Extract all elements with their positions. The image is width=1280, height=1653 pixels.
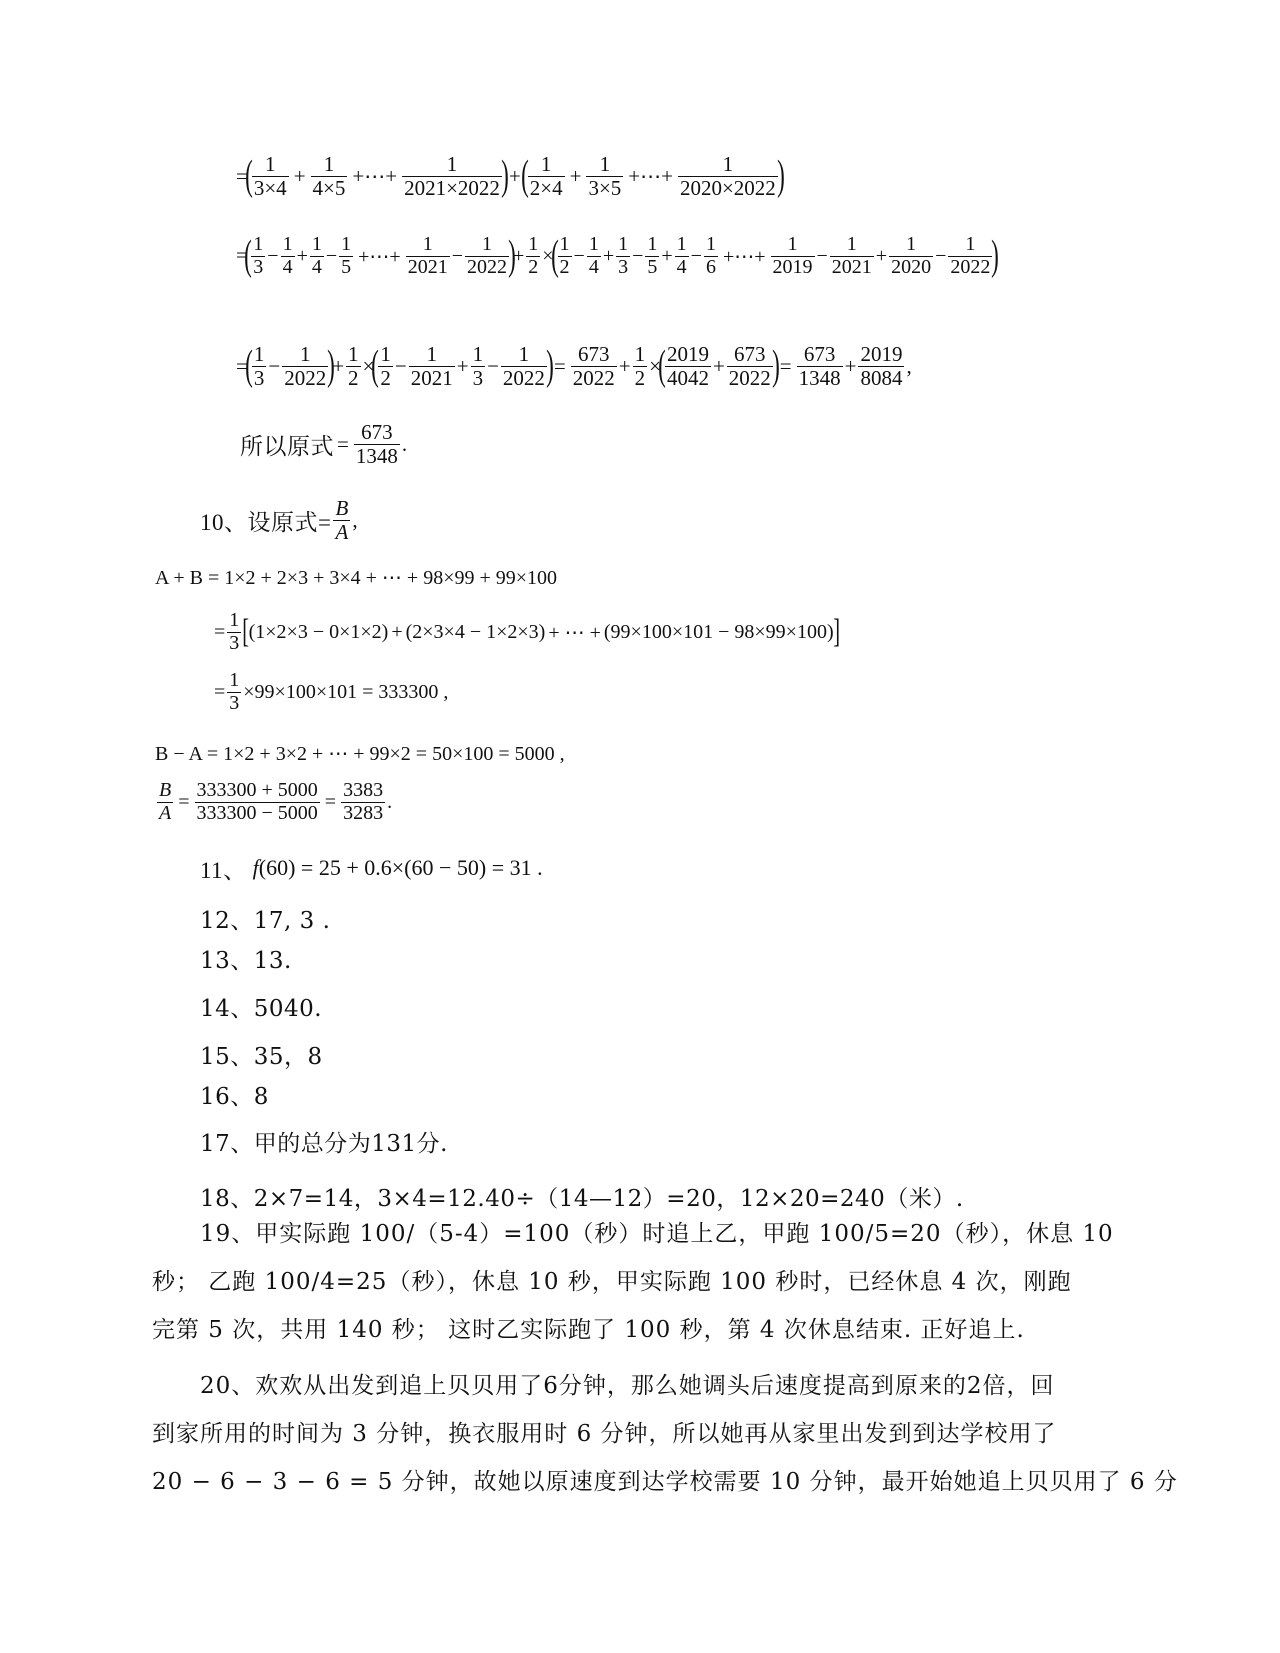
fraction: $\frac{2019}{8084}$ [860, 341, 903, 390]
fraction: $\frac{1}{2}$ [380, 341, 391, 390]
fraction: $\frac{1}{2020\times 2022}$ [679, 151, 776, 200]
fraction: $\frac{1}{4}$ [676, 232, 687, 278]
item-17: 17、甲的总分为131分. [200, 1131, 448, 1157]
fraction: $\frac{1}{4\times 5}$ [312, 151, 346, 200]
conclusion-text: 所以原式 [240, 433, 334, 459]
conclusion-line: 所以原式 = $\frac{673}{1348}$ . [240, 419, 408, 468]
fraction: $\frac{673}{1348}$ [355, 419, 398, 468]
right-paren: ) [501, 153, 509, 199]
item-20 [152, 1362, 1178, 1506]
comma: , [906, 353, 912, 378]
function-symbol: f [252, 855, 259, 880]
period: . [387, 790, 393, 813]
left-paren: ( [658, 343, 666, 389]
fraction: $\frac{1}{2022}$ [466, 232, 507, 278]
item-11 [200, 852, 543, 884]
fraction: $\frac{1}{2022}$ [502, 341, 545, 390]
fraction: $\frac{1}{3}$ [229, 668, 240, 714]
item-10-line-b: = $\frac{1}{3}$ [ (1×2×3 − 0×1×2) + (2×3×4 − 1×2×3) + ⋯ + (99×100×101 − 98×99×100) ] [214, 608, 840, 654]
left-paren: ( [244, 343, 253, 389]
fraction: $\frac{1}{4}$ [311, 232, 322, 278]
item-12: 12、17, 3 . [200, 908, 331, 934]
fraction: $\frac{B}{A}$ [335, 495, 349, 544]
paragraph-line: 到家所用的时间为 3 分钟，换衣服用时 6 分钟，所以她再从家里出发到到达学校用了 [152, 1421, 1057, 1447]
term: (2×3×4 − 1×2×3) [405, 620, 546, 643]
left-bracket: [ [242, 613, 250, 650]
item-19 [152, 1210, 1114, 1354]
item-15: 15、35，8 [200, 1044, 323, 1070]
right-paren: ) [327, 343, 336, 389]
right-paren: ) [776, 153, 785, 199]
fraction: $\frac{1}{6}$ [705, 232, 716, 278]
fraction: $\frac{1}{2019}$ [772, 232, 813, 278]
item-16: 16、8 [200, 1084, 269, 1110]
equals-sign: = [236, 244, 248, 267]
item-13: 13、13. [200, 948, 292, 974]
item-10-heading [200, 492, 358, 548]
product-result: ×99×100×101 = 333300 , [243, 680, 449, 703]
item-18: 18、2×7=14，3×4=12.40÷（14—12）=20，12×20=240（米）. [200, 1186, 964, 1212]
function-evaluation: (60) = 25 + 0.6×(60 − 50) = 31 . [258, 855, 543, 880]
fraction: $\frac{673}{2022}$ [728, 341, 771, 390]
equation-line-2: = ( $\frac{1}{3}$ − $\frac{1}{4}$ + $\frac{1}{4}$ − $\frac{1}{5}$ +⋯+ $\frac{1}{2021}$ − $\frac{1}{2022}$ ) + $\frac{1}{2}$ × ( $\frac{1}{2}$ − $\frac{1}{4}$ + $\frac{1}{3}$ − $\frac{1}{5}$ + $\frac{1}{4}$ − $\frac{1}{6}$ +⋯+ $\frac{1}{2019}$ − $\frac{1}{2021}$ + $\frac{1}{2020}$ − $\frac{1}{2022}$ ) [236, 232, 1000, 279]
fraction: $\frac{1}{3}$ [472, 341, 484, 390]
equals-sign: = [214, 620, 226, 643]
fraction: $\frac{1}{3}$ [253, 341, 265, 390]
fraction: $\frac{1}{4}$ [588, 232, 599, 278]
fraction: $\frac{1}{2\times 4}$ [529, 151, 563, 200]
fraction: $\frac{3383}{3283}$ [343, 778, 384, 824]
left-paren: ( [371, 343, 380, 389]
term: (99×100×101 − 98×99×100) [603, 620, 834, 643]
item-10-line-c [214, 664, 448, 720]
fraction: $\frac{1}{3}$ [229, 608, 240, 654]
left-paren: ( [244, 233, 253, 279]
paragraph-line: 完第 5 次，共用 140 秒； 这时乙实际跑了 100 秒，第 4 次休息结束. 正好追上. [152, 1317, 1025, 1343]
fraction: $\frac{1}{2022}$ [284, 341, 327, 390]
fraction: $\frac{333300 + 5000}{333300 - 5000}$ [196, 778, 318, 824]
fraction: $\frac{1}{2}$ [348, 341, 359, 390]
fraction: $\frac{673}{1348}$ [798, 341, 841, 390]
fraction: $\frac{1}{2}$ [634, 341, 646, 390]
fraction: $\frac{1}{2021\times 2022}$ [404, 151, 500, 200]
comma: , [352, 507, 358, 532]
item-10-line-d [155, 738, 565, 768]
fraction: $\frac{1}{3\times 4}$ [253, 151, 287, 200]
item-10-line-e: $\frac{B}{A}$ = $\frac{333300 + 5000}{333300 - 5000}$ = $\frac{3383}{3283}$ . [159, 778, 393, 824]
fraction: $\frac{1}{5}$ [341, 232, 352, 278]
fraction: $\frac{1}{5}$ [647, 232, 658, 278]
left-paren: ( [520, 153, 529, 199]
fraction: $\frac{1}{2021}$ [410, 341, 453, 390]
fraction: $\frac{1}{2}$ [528, 232, 539, 278]
right-paren: ) [508, 233, 516, 279]
paragraph-line: 20、欢欢从出发到追上贝贝用了6分钟，那么她调头后速度提高到原来的2倍，回 [200, 1373, 1055, 1399]
fraction: $\frac{1}{2021}$ [407, 232, 448, 278]
term: (1×2×3 − 0×1×2) [248, 620, 389, 643]
fraction: $\frac{1}{3\times 5}$ [588, 151, 622, 200]
period: . [401, 431, 408, 456]
fraction: $\frac{673}{2022}$ [572, 341, 615, 390]
fraction: $\frac{1}{2022}$ [950, 232, 991, 278]
item-number: 11、 [200, 857, 247, 883]
paragraph-line: 20 − 6 − 3 − 6 = 5 分钟，故她以原速度到达学校需要 10 分钟，最开始她追上贝贝用了 6 分 [152, 1469, 1178, 1495]
fraction: $\frac{1}{2}$ [559, 232, 570, 278]
right-paren: ) [991, 233, 1000, 279]
fraction: $\frac{B}{A}$ [159, 778, 172, 824]
paragraph-line: 19、甲实际跑 100/（5-4）=100（秒）时追上乙，甲跑 100/5=20（秒），休息 10 [200, 1221, 1114, 1247]
difference-equation: B − A = 1×2 + 3×2 + ⋯ + 99×2 = 50×100 = 5000 , [155, 742, 565, 765]
item-14: 14、5040. [200, 996, 323, 1022]
fraction: $\frac{2019}{4042}$ [666, 341, 709, 390]
fraction: $\frac{1}{3}$ [618, 232, 629, 278]
fraction: $\frac{1}{2020}$ [891, 232, 932, 278]
equation-line-1: = ( $\frac{1}{3\times 4}$ + $\frac{1}{4\times 5}$ +⋯+ $\frac{1}{2021\times 2022}$ ) + ( $\frac{1}{2\times 4}$ + $\frac{1}{3\times 5}$ +⋯+ $\frac{1}{2020\times 2022}$ ) [236, 151, 785, 200]
equals-sign: = [236, 353, 248, 378]
equals-sign: = [236, 163, 248, 188]
right-paren: ) [546, 343, 554, 389]
right-bracket: ] [832, 613, 840, 650]
fraction: $\frac{1}{2021}$ [831, 232, 872, 278]
equals-sign: = [214, 680, 226, 703]
item-10-text: 10、设原式= [200, 509, 332, 535]
right-paren: ) [771, 343, 780, 389]
sum-equation: A + B = 1×2 + 2×3 + 3×4 + ⋯ + 98×99 + 99×100 [155, 566, 558, 589]
fraction: $\frac{1}{4}$ [282, 232, 293, 278]
left-paren: ( [244, 153, 253, 199]
paragraph-line: 秒； 乙跑 100/4=25（秒），休息 10 秒，甲实际跑 100 秒时，已经休息 4 次，刚跑 [152, 1269, 1072, 1295]
item-10-line-a [155, 562, 557, 592]
left-paren: ( [550, 233, 559, 279]
equation-line-3: = ( $\frac{1}{3}$ − $\frac{1}{2022}$ ) + $\frac{1}{2}$ × ( $\frac{1}{2}$ − $\frac{1}{2021}$ + $\frac{1}{3}$ − $\frac{1}{2022}$ ) = $\frac{673}{2022}$ + $\frac{1}{2}$ × ( $\frac{2019}{4042}$ + $\frac{673}{2022}$ ) = $\frac{673}{1348}$ + $\frac{2019}{8084}$ , [236, 341, 912, 390]
fraction: $\frac{1}{3}$ [253, 232, 264, 278]
